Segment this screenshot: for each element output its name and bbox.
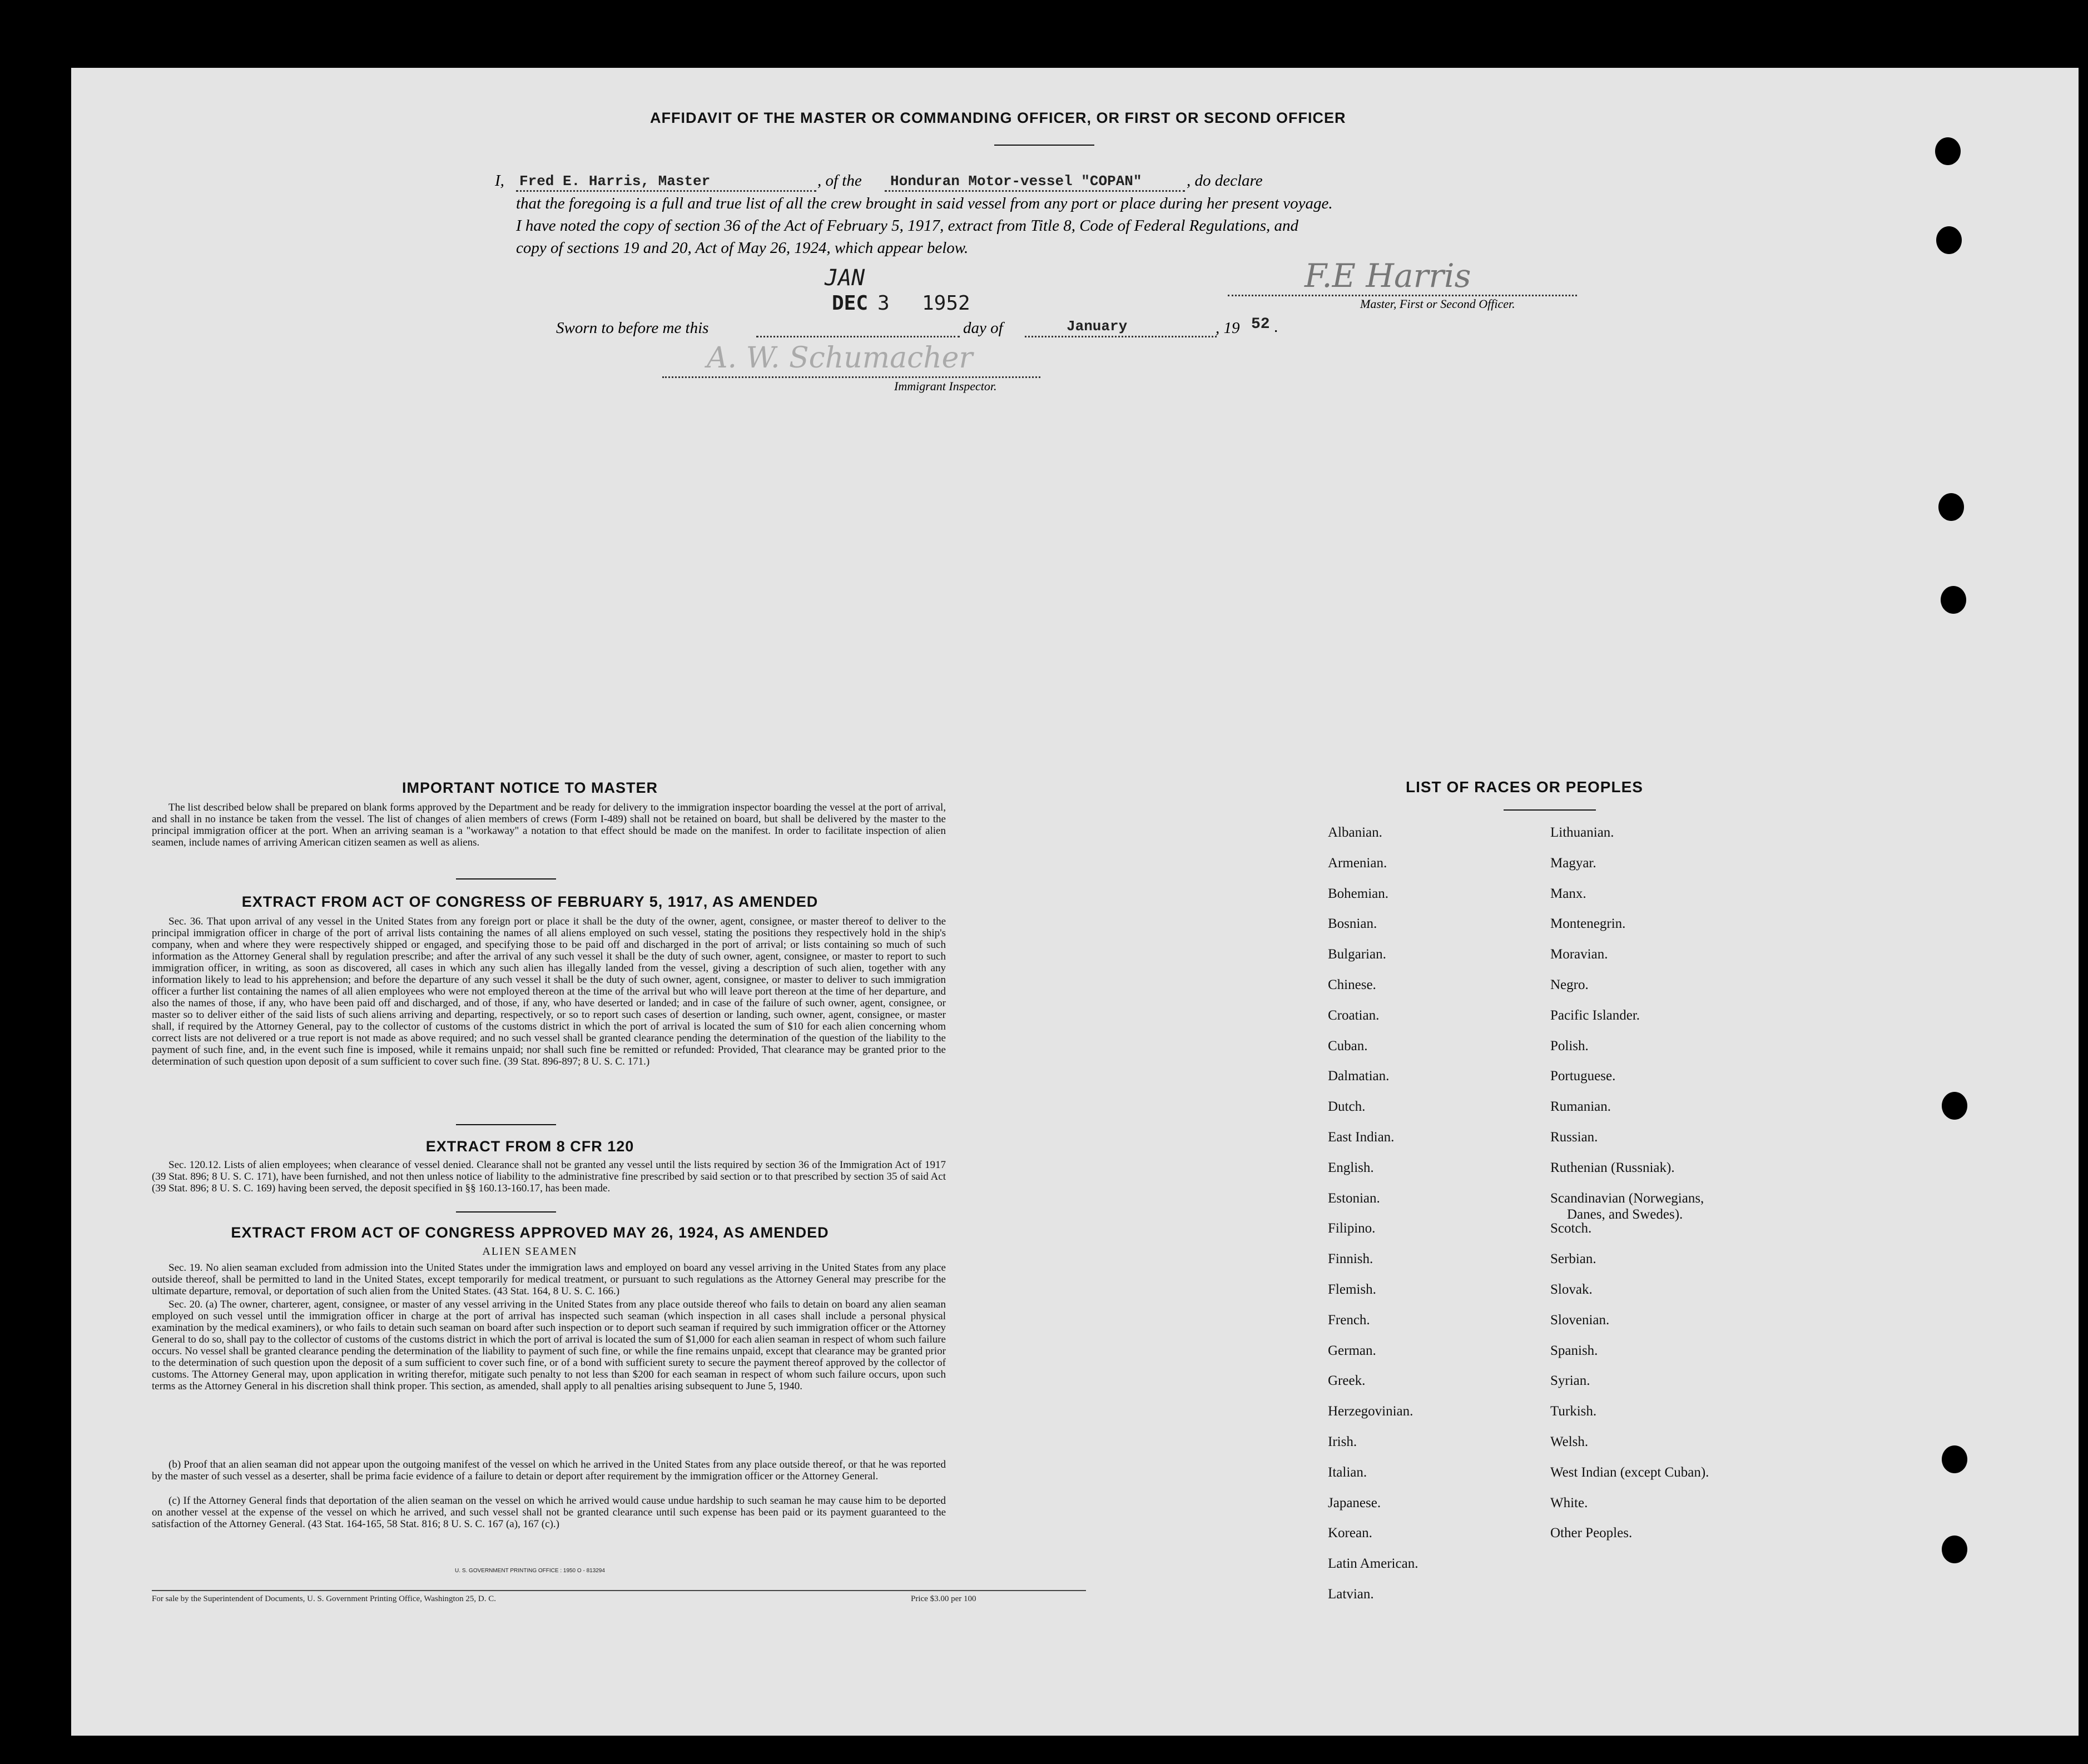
race-item: West Indian (except Cuban). <box>1550 1464 1709 1480</box>
race-item: Magyar. <box>1550 855 1596 871</box>
day-of-text: day of <box>963 319 1003 337</box>
signature-caption: Master, First or Second Officer. <box>1360 297 1515 311</box>
race-item: Rumanian. <box>1550 1099 1611 1115</box>
footer-price: Price $3.00 per 100 <box>911 1594 976 1603</box>
race-item: Montenegrin. <box>1550 916 1626 932</box>
master-name: Fred E. Harris, Master <box>519 173 711 190</box>
race-item: Slovak. <box>1550 1282 1593 1297</box>
race-item: Spanish. <box>1550 1343 1598 1358</box>
printing-office-imprint: U. S. GOVERNMENT PRINTING OFFICE : 1950 O - 813294 <box>455 1568 605 1574</box>
declaration-line-2: that the foregoing is a full and true list of all the crew brought in said vessel from any port or place during her present voyage. <box>516 195 1333 212</box>
race-item: Estonian. <box>1328 1190 1380 1206</box>
race-item: Latin American. <box>1328 1556 1419 1572</box>
race-item: Italian. <box>1328 1464 1367 1480</box>
year-end: . <box>1274 318 1278 336</box>
race-item: French. <box>1328 1312 1370 1328</box>
race-item: East Indian. <box>1328 1130 1395 1145</box>
sworn-day-line <box>756 336 960 337</box>
vessel-name: Honduran Motor-vessel "COPAN" <box>890 173 1142 190</box>
race-item: Irish. <box>1328 1434 1357 1449</box>
inspector-caption: Immigrant Inspector. <box>894 379 997 393</box>
race-item: Japanese. <box>1328 1495 1381 1510</box>
punch-hole <box>1941 586 1966 614</box>
race-item: Moravian. <box>1550 947 1608 962</box>
master-name-line <box>516 190 816 192</box>
race-item: Albanian. <box>1328 825 1382 840</box>
extract-cfr-body: Sec. 120.12. Lists of alien employees; when clearance of vessel denied. Clearance shall not be granted any vessel until the lists required by section 36 of the Immigration Act of 1917 (39 Stat. 896; 8 U. S. C. 171), have been furnished, and not then unless notice of liability to the administrative fine prescribed by said section or to that prescribed by section 35 of said Act (39 Stat. 896; 8 U. S. C. 169) having been served, the deposit specified in §§ 160.13-160.17, has been made. <box>152 1159 946 1194</box>
race-item: Scotch. <box>1550 1221 1592 1236</box>
extract-1917-body: Sec. 36. That upon arrival of any vessel in the United States from any foreign port or place it shall be the duty of the owner, agent, consignee, or master thereof to deliver to the principal immigration officer in charge of the port of arrival lists containing the names of all aliens employed on such vessel, stating the positions they respectively hold in the ship's company, when and where they were respectively shipped or engaged, and specifying those to be paid off and discharged in the port of arrival; or lists containing so much of such information as the Attorney General shall by regulation prescribe; and after the arrival of any such vessel it shall be the duty of such owner, agent, consignee, or master to report to such immigration officer, in writing, as soon as discovered, all cases in which any such alien has illegally landed from the vessel, giving a description of such alien, together with any information likely to lead to his apprehension; and before the departure of any such vessel it shall be the duty of such owner, agent, consignee, or master to deliver to such immigration officer a further list containing the names of all alien employees who were not employed thereon at the time of the arrival but who will leave port thereon at the time of her departure, and also the names of those, if any, who have been paid off and discharged, and of those, if any, who have deserted or landed; and in case of the failure of such owner, agent, consignee, or master so to deliver either of the said lists of such aliens arriving and departing, respectively, or so to report such cases of desertion or landing, such owner, agent, consignee, or master shall, if required by the Attorney General, pay to the collector of customs of the customs district in which the port of arrival is located the sum of $10 for each alien concerning whom correct lists are not delivered or a true report is not made as above required; and no such vessel shall be granted clearance pending the determination of the question of the liability to the payment of such fine, and, in the event such fine is imposed, while it remains unpaid; nor shall such fine be remitted or refunded: Provided, That clearance may be granted prior to the determination of such question upon deposit of a sum sufficient to cover such fine. (39 Stat. 896-897; 8 U. S. C. 171.) <box>152 916 946 1067</box>
race-item: Syrian. <box>1550 1373 1590 1389</box>
extract-1924-title: EXTRACT FROM ACT OF CONGRESS APPROVED MAY 26, 1924, AS AMENDED <box>231 1224 829 1241</box>
declaration-line-3: I have noted the copy of section 36 of the Act of February 5, 1917, extract from Title 8, Code of Federal Regulations, and <box>516 217 1299 235</box>
declaration-line-4: copy of sections 19 and 20, Act of May 26, 1924, which appear below. <box>516 239 969 257</box>
race-item: Negro. <box>1550 977 1589 992</box>
race-item: Armenian. <box>1328 855 1387 871</box>
punch-hole <box>1942 1536 1967 1563</box>
race-item: Korean. <box>1328 1526 1372 1541</box>
race-item: Greek. <box>1328 1373 1366 1389</box>
extract-cfr-title: EXTRACT FROM 8 CFR 120 <box>425 1138 634 1155</box>
race-item: Bulgarian. <box>1328 947 1386 962</box>
title-rule <box>994 145 1094 146</box>
extract-1924-sec20c: (c) If the Attorney General finds that deportation of the alien seaman on the vessel on which he arrived would cause undue hardship to such seaman he may cause him to be deported on another vessel at the expense of the vessel on which he arrived, and such vessel shall not be granted clearance until such expense has been paid or its payment guaranteed to the satisfaction of the Attorney General. (43 Stat. 164-165, 58 Stat. 816; 8 U. S. C. 167 (a), 167 (c).) <box>152 1495 946 1530</box>
extract-cfr-rule <box>456 1211 556 1213</box>
stamp-month: JAN <box>825 265 865 291</box>
race-item: Dutch. <box>1328 1099 1366 1115</box>
inspector-line <box>662 376 1040 378</box>
race-item: Serbian. <box>1550 1251 1596 1267</box>
race-item: Manx. <box>1550 886 1586 901</box>
race-item: Cuban. <box>1328 1038 1368 1054</box>
race-item: Pacific Islander. <box>1550 1007 1640 1023</box>
race-item: Turkish. <box>1550 1404 1597 1419</box>
vessel-line <box>885 190 1185 192</box>
extract-1917-title: EXTRACT FROM ACT OF CONGRESS OF FEBRUARY 5, 1917, AS AMENDED <box>241 893 819 910</box>
do-declare-text: , do declare <box>1187 172 1263 190</box>
punch-hole <box>1936 226 1962 254</box>
sworn-month: January <box>1067 318 1128 335</box>
race-item: English. <box>1328 1160 1374 1175</box>
notice-body: The list described below shall be prepared on blank forms approved by the Department and be ready for delivery to the immigration inspector boarding the vessel at the port of arrival, and shall in no instance be taken from the vessel. The list of changes of alien members of crews (Form I-489) shall not be retained on board, but shall be delivered by the master to the principal immigration officer at the port. When an arriving seaman is a "workaway" a notation to that effect should be made on the manifest. In order to facilitate inspection of alien seamen, include names of arriving American citizen seamen as well as aliens. <box>152 802 946 848</box>
punch-hole <box>1935 137 1961 165</box>
notice-rule <box>456 878 556 879</box>
notice-title: IMPORTANT NOTICE TO MASTER <box>402 779 658 796</box>
of-the-text: , of the <box>817 172 862 190</box>
race-item: Other Peoples. <box>1550 1526 1633 1541</box>
race-item: White. <box>1550 1495 1588 1510</box>
races-rule <box>1504 809 1596 811</box>
inspector-signature: A. W. Schumacher <box>707 341 973 375</box>
punch-hole <box>1938 493 1964 521</box>
race-item: Finnish. <box>1328 1251 1373 1267</box>
race-item: Russian. <box>1550 1130 1598 1145</box>
extract-1924-subtitle: ALIEN SEAMEN <box>482 1245 578 1258</box>
race-item: Danes, and Swedes). <box>1567 1206 1683 1222</box>
affidavit-title: AFFIDAVIT OF THE MASTER OR COMMANDING OFFICER, OR FIRST OR SECOND OFFICER <box>650 110 1346 126</box>
race-item: Bohemian. <box>1328 886 1389 901</box>
race-item: Lithuanian. <box>1550 825 1614 840</box>
footer-rule <box>152 1590 1086 1591</box>
sworn-text: Sworn to before me this <box>556 319 709 337</box>
race-item: Scandinavian (Norwegians, <box>1550 1190 1704 1206</box>
extract-1924-sec20b: (b) Proof that an alien seaman did not appear upon the outgoing manifest of the vessel on which he arrived in the United States from any place outside thereof, or that he was reported by the master of such vessel as a deserter, shall be prima facie evidence of a failure to detain or deport after requirement by the immigration officer or the Attorney General. <box>152 1459 946 1482</box>
race-item: Croatian. <box>1328 1007 1380 1023</box>
master-signature: F.E Harris <box>1305 257 1471 295</box>
extract-1924-sec19: Sec. 19. No alien seaman excluded from admission into the United States under the immigration laws and employed on board any vessel arriving in the United States from any place outside thereof, shall be permitted to land in the United States, except temporarily for medical treatment, or pursuant to such regulations as the Attorney General may prescribe for the ultimate departure, removal, or deportation of such alien from the United States. (43 Stat. 164, 8 U. S. C. 166.) <box>152 1262 946 1297</box>
document-page <box>71 68 2079 1736</box>
footer-sale-text: For sale by the Superintendent of Documents, U. S. Government Printing Office, Washington 25, D. C. <box>152 1594 496 1603</box>
race-item: Flemish. <box>1328 1282 1376 1297</box>
race-item: Filipino. <box>1328 1221 1376 1236</box>
punch-hole <box>1942 1445 1967 1473</box>
stamp-struck-month: DEC <box>832 292 869 315</box>
race-item: Chinese. <box>1328 977 1376 992</box>
race-item: Herzegovinian. <box>1328 1404 1414 1419</box>
race-item: Bosnian. <box>1328 916 1377 932</box>
race-item: Latvian. <box>1328 1587 1374 1602</box>
race-item: Dalmatian. <box>1328 1069 1390 1084</box>
race-item: Polish. <box>1550 1038 1589 1054</box>
extract-1917-rule <box>456 1124 556 1125</box>
affidavit-i: I, <box>495 172 504 190</box>
year-prefix: , 19 <box>1216 319 1240 337</box>
extract-1924-sec20a: Sec. 20. (a) The owner, charterer, agent, consignee, or master of any vessel arriving in the United States from any place outside thereof who fails to detain on board any alien seaman employed on such vessel until the immigration officer in charge at the port of arrival has inspected such seaman (which inspection in all cases shall include a personal physical examination by the medical examiners), or who fails to detain such seaman on board after such inspection or to deport such seaman if required by such immigration officer or the Attorney General to do so, shall pay to the collector of customs of the customs district in which the port of arrival is located the sum of $1,000 for each alien seaman in respect of whom such failure occurs. No vessel shall be granted clearance pending the determination of the liability to payment of such fine, or while the fine remains unpaid, except that clearance may be granted prior to the determination of such question upon the deposit of a sum sufficient to cover such fine, or of a bond with sufficient surety to secure the payment thereof approved by the collector of customs. The Attorney General may, upon application in writing therefor, mitigate such penalty to not less than $200 for each seaman in respect of whom such failure occurs, upon such terms as the Attorney General in his discretion shall think proper. This section, as amended, shall apply to all penalties arising subsequent to June 5, 1940. <box>152 1299 946 1392</box>
race-item: Welsh. <box>1550 1434 1589 1449</box>
sworn-month-line <box>1025 336 1217 337</box>
race-item: German. <box>1328 1343 1376 1358</box>
signature-line <box>1228 295 1577 296</box>
races-title: LIST OF RACES OR PEOPLES <box>1406 778 1643 796</box>
stamp-year: 1952 <box>922 292 970 315</box>
race-item: Portuguese. <box>1550 1069 1616 1084</box>
year-suffix: 52 <box>1251 316 1270 333</box>
race-item: Slovenian. <box>1550 1312 1610 1328</box>
stamp-day: 3 <box>877 292 890 315</box>
punch-hole <box>1942 1092 1967 1120</box>
race-item: Ruthenian (Russniak). <box>1550 1160 1675 1175</box>
